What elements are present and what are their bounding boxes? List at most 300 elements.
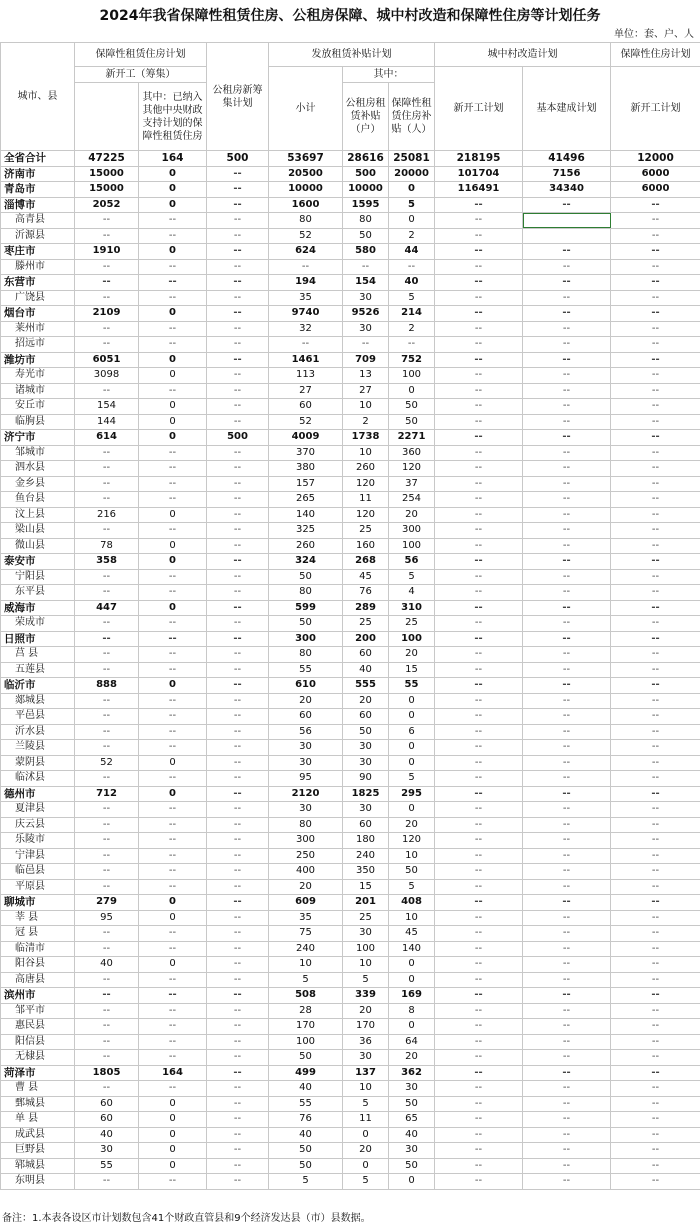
cell-ah-new-start[interactable]: -- bbox=[611, 724, 700, 740]
cell-uv-basic-complete[interactable]: -- bbox=[523, 802, 611, 818]
cell-rental-new-start[interactable]: -- bbox=[75, 848, 139, 864]
cell-rental-new-start[interactable]: -- bbox=[75, 213, 139, 229]
cell-rental-new-start[interactable]: 3098 bbox=[75, 368, 139, 384]
cell-central-fund-included[interactable]: -- bbox=[139, 569, 207, 585]
cell-rental-new-start[interactable]: -- bbox=[75, 1174, 139, 1190]
cell-public-rental-new[interactable]: -- bbox=[207, 1158, 269, 1174]
cell-public-rental-new[interactable]: -- bbox=[207, 817, 269, 833]
cell-region-name[interactable]: 五莲县 bbox=[1, 662, 75, 678]
cell-uv-basic-complete[interactable]: -- bbox=[523, 631, 611, 647]
cell-public-rental-subsidy[interactable]: 170 bbox=[343, 1019, 389, 1035]
cell-rental-housing-subsidy[interactable]: 0 bbox=[389, 709, 435, 725]
cell-rental-housing-subsidy[interactable]: 0 bbox=[389, 383, 435, 399]
cell-subsidy-subtotal[interactable]: 40 bbox=[269, 1127, 343, 1143]
cell-rental-new-start[interactable]: 888 bbox=[75, 678, 139, 694]
cell-central-fund-included[interactable]: 0 bbox=[139, 306, 207, 322]
cell-uv-new-start[interactable]: -- bbox=[435, 988, 523, 1004]
cell-rental-housing-subsidy[interactable]: 752 bbox=[389, 352, 435, 368]
cell-uv-basic-complete[interactable]: -- bbox=[523, 662, 611, 678]
cell-uv-new-start[interactable]: -- bbox=[435, 414, 523, 430]
cell-region-name[interactable]: 平原县 bbox=[1, 879, 75, 895]
cell-subsidy-subtotal[interactable]: 400 bbox=[269, 864, 343, 880]
cell-subsidy-subtotal[interactable]: 50 bbox=[269, 616, 343, 632]
cell-ah-new-start[interactable]: 6000 bbox=[611, 182, 700, 198]
cell-rental-new-start[interactable]: 6051 bbox=[75, 352, 139, 368]
cell-region-name[interactable]: 淄博市 bbox=[1, 197, 75, 213]
cell-rental-new-start[interactable]: -- bbox=[75, 569, 139, 585]
cell-public-rental-new[interactable]: -- bbox=[207, 492, 269, 508]
cell-ah-new-start[interactable]: -- bbox=[611, 1050, 700, 1066]
cell-uv-new-start[interactable]: -- bbox=[435, 972, 523, 988]
cell-region-name[interactable]: 阳信县 bbox=[1, 1034, 75, 1050]
cell-rental-housing-subsidy[interactable]: 140 bbox=[389, 941, 435, 957]
cell-uv-new-start[interactable]: -- bbox=[435, 306, 523, 322]
cell-region-name[interactable]: 莘 县 bbox=[1, 910, 75, 926]
cell-uv-new-start[interactable]: -- bbox=[435, 476, 523, 492]
cell-central-fund-included[interactable]: -- bbox=[139, 228, 207, 244]
cell-rental-housing-subsidy[interactable]: 55 bbox=[389, 678, 435, 694]
cell-uv-basic-complete[interactable]: -- bbox=[523, 972, 611, 988]
cell-public-rental-new[interactable]: -- bbox=[207, 941, 269, 957]
cell-uv-basic-complete[interactable]: -- bbox=[523, 1158, 611, 1174]
cell-public-rental-new[interactable]: -- bbox=[207, 197, 269, 213]
cell-subsidy-subtotal[interactable]: 30 bbox=[269, 802, 343, 818]
cell-central-fund-included[interactable]: 0 bbox=[139, 910, 207, 926]
cell-public-rental-subsidy[interactable]: 137 bbox=[343, 1065, 389, 1081]
cell-rental-new-start[interactable]: 216 bbox=[75, 507, 139, 523]
cell-ah-new-start[interactable]: -- bbox=[611, 786, 700, 802]
cell-public-rental-new[interactable]: -- bbox=[207, 538, 269, 554]
cell-uv-basic-complete[interactable]: -- bbox=[523, 290, 611, 306]
cell-rental-new-start[interactable]: 614 bbox=[75, 430, 139, 446]
cell-public-rental-new[interactable]: -- bbox=[207, 1096, 269, 1112]
cell-uv-new-start[interactable]: -- bbox=[435, 1019, 523, 1035]
cell-region-name[interactable]: 全省合计 bbox=[1, 151, 75, 167]
cell-uv-new-start[interactable]: -- bbox=[435, 786, 523, 802]
cell-rental-new-start[interactable]: -- bbox=[75, 647, 139, 663]
cell-rental-housing-subsidy[interactable]: 5 bbox=[389, 879, 435, 895]
cell-uv-basic-complete[interactable]: -- bbox=[523, 383, 611, 399]
cell-rental-new-start[interactable]: 15000 bbox=[75, 182, 139, 198]
cell-rental-housing-subsidy[interactable]: 20 bbox=[389, 1050, 435, 1066]
cell-region-name[interactable]: 莱州市 bbox=[1, 321, 75, 337]
cell-region-name[interactable]: 单 县 bbox=[1, 1112, 75, 1128]
cell-public-rental-subsidy[interactable]: 20 bbox=[343, 1003, 389, 1019]
cell-rental-housing-subsidy[interactable]: 5 bbox=[389, 569, 435, 585]
cell-public-rental-new[interactable]: -- bbox=[207, 864, 269, 880]
cell-rental-new-start[interactable]: -- bbox=[75, 709, 139, 725]
cell-region-name[interactable]: 曹 县 bbox=[1, 1081, 75, 1097]
cell-uv-new-start[interactable]: -- bbox=[435, 197, 523, 213]
cell-subsidy-subtotal[interactable]: 170 bbox=[269, 1019, 343, 1035]
cell-uv-basic-complete[interactable]: -- bbox=[523, 1174, 611, 1190]
cell-rental-new-start[interactable]: 154 bbox=[75, 399, 139, 415]
cell-subsidy-subtotal[interactable]: 53697 bbox=[269, 151, 343, 167]
cell-ah-new-start[interactable]: -- bbox=[611, 507, 700, 523]
cell-region-name[interactable]: 宁津县 bbox=[1, 848, 75, 864]
cell-uv-basic-complete[interactable]: -- bbox=[523, 740, 611, 756]
cell-subsidy-subtotal[interactable]: 10000 bbox=[269, 182, 343, 198]
cell-public-rental-subsidy[interactable]: 2 bbox=[343, 414, 389, 430]
cell-rental-new-start[interactable]: -- bbox=[75, 476, 139, 492]
cell-public-rental-new[interactable]: -- bbox=[207, 1127, 269, 1143]
cell-subsidy-subtotal[interactable]: 50 bbox=[269, 1050, 343, 1066]
cell-ah-new-start[interactable]: -- bbox=[611, 492, 700, 508]
cell-uv-new-start[interactable]: -- bbox=[435, 771, 523, 787]
cell-ah-new-start[interactable]: -- bbox=[611, 662, 700, 678]
cell-uv-new-start[interactable]: -- bbox=[435, 616, 523, 632]
cell-uv-basic-complete[interactable]: -- bbox=[523, 306, 611, 322]
cell-uv-new-start[interactable]: -- bbox=[435, 290, 523, 306]
cell-public-rental-new[interactable]: -- bbox=[207, 290, 269, 306]
cell-rental-housing-subsidy[interactable]: 100 bbox=[389, 631, 435, 647]
cell-uv-new-start[interactable]: -- bbox=[435, 1112, 523, 1128]
cell-central-fund-included[interactable]: -- bbox=[139, 817, 207, 833]
cell-rental-new-start[interactable]: -- bbox=[75, 864, 139, 880]
cell-rental-housing-subsidy[interactable]: 45 bbox=[389, 926, 435, 942]
cell-uv-basic-complete[interactable]: -- bbox=[523, 771, 611, 787]
cell-rental-housing-subsidy[interactable]: 25 bbox=[389, 616, 435, 632]
cell-rental-housing-subsidy[interactable]: 44 bbox=[389, 244, 435, 260]
cell-public-rental-subsidy[interactable]: 25 bbox=[343, 616, 389, 632]
cell-rental-housing-subsidy[interactable]: 40 bbox=[389, 1127, 435, 1143]
cell-public-rental-new[interactable]: -- bbox=[207, 1174, 269, 1190]
cell-public-rental-new[interactable]: -- bbox=[207, 848, 269, 864]
cell-public-rental-subsidy[interactable]: 200 bbox=[343, 631, 389, 647]
cell-central-fund-included[interactable]: -- bbox=[139, 848, 207, 864]
cell-rental-housing-subsidy[interactable]: 5 bbox=[389, 197, 435, 213]
cell-subsidy-subtotal[interactable]: 610 bbox=[269, 678, 343, 694]
cell-uv-basic-complete[interactable]: -- bbox=[523, 197, 611, 213]
cell-subsidy-subtotal[interactable]: 80 bbox=[269, 817, 343, 833]
cell-region-name[interactable]: 蒙阴县 bbox=[1, 755, 75, 771]
cell-subsidy-subtotal[interactable]: -- bbox=[269, 337, 343, 353]
cell-ah-new-start[interactable]: 12000 bbox=[611, 151, 700, 167]
cell-rental-new-start[interactable]: -- bbox=[75, 1003, 139, 1019]
cell-public-rental-subsidy[interactable]: 268 bbox=[343, 554, 389, 570]
cell-region-name[interactable]: 鄄城县 bbox=[1, 1096, 75, 1112]
cell-subsidy-subtotal[interactable]: 113 bbox=[269, 368, 343, 384]
cell-public-rental-subsidy[interactable]: 120 bbox=[343, 476, 389, 492]
cell-ah-new-start[interactable]: -- bbox=[611, 895, 700, 911]
cell-public-rental-new[interactable]: -- bbox=[207, 306, 269, 322]
cell-subsidy-subtotal[interactable]: 5 bbox=[269, 1174, 343, 1190]
cell-ah-new-start[interactable]: -- bbox=[611, 430, 700, 446]
cell-subsidy-subtotal[interactable]: 55 bbox=[269, 1096, 343, 1112]
cell-uv-basic-complete[interactable]: -- bbox=[523, 337, 611, 353]
cell-ah-new-start[interactable]: -- bbox=[611, 461, 700, 477]
cell-region-name[interactable]: 威海市 bbox=[1, 600, 75, 616]
cell-public-rental-subsidy[interactable]: 350 bbox=[343, 864, 389, 880]
cell-uv-new-start[interactable]: -- bbox=[435, 1003, 523, 1019]
cell-public-rental-subsidy[interactable]: 555 bbox=[343, 678, 389, 694]
cell-public-rental-subsidy[interactable]: 5 bbox=[343, 1174, 389, 1190]
cell-central-fund-included[interactable]: -- bbox=[139, 476, 207, 492]
cell-subsidy-subtotal[interactable]: 28 bbox=[269, 1003, 343, 1019]
cell-rental-housing-subsidy[interactable]: 10 bbox=[389, 910, 435, 926]
cell-public-rental-new[interactable]: -- bbox=[207, 554, 269, 570]
cell-uv-new-start[interactable]: -- bbox=[435, 647, 523, 663]
cell-rental-housing-subsidy[interactable]: 50 bbox=[389, 399, 435, 415]
cell-public-rental-subsidy[interactable]: 154 bbox=[343, 275, 389, 291]
cell-uv-basic-complete[interactable]: 41496 bbox=[523, 151, 611, 167]
cell-uv-basic-complete[interactable]: -- bbox=[523, 1081, 611, 1097]
cell-public-rental-subsidy[interactable]: 30 bbox=[343, 1050, 389, 1066]
cell-ah-new-start[interactable]: -- bbox=[611, 1174, 700, 1190]
cell-public-rental-new[interactable]: -- bbox=[207, 1143, 269, 1159]
cell-public-rental-subsidy[interactable]: 10 bbox=[343, 399, 389, 415]
cell-rental-housing-subsidy[interactable]: 0 bbox=[389, 957, 435, 973]
cell-central-fund-included[interactable]: -- bbox=[139, 259, 207, 275]
cell-rental-housing-subsidy[interactable]: -- bbox=[389, 259, 435, 275]
cell-ah-new-start[interactable]: -- bbox=[611, 368, 700, 384]
cell-public-rental-subsidy[interactable]: 45 bbox=[343, 569, 389, 585]
cell-rental-housing-subsidy[interactable]: 5 bbox=[389, 290, 435, 306]
cell-rental-housing-subsidy[interactable]: 37 bbox=[389, 476, 435, 492]
cell-uv-new-start[interactable]: -- bbox=[435, 709, 523, 725]
cell-rental-housing-subsidy[interactable]: 214 bbox=[389, 306, 435, 322]
cell-rental-housing-subsidy[interactable]: 100 bbox=[389, 538, 435, 554]
cell-rental-new-start[interactable]: 40 bbox=[75, 1127, 139, 1143]
cell-subsidy-subtotal[interactable]: 95 bbox=[269, 771, 343, 787]
cell-ah-new-start[interactable]: -- bbox=[611, 693, 700, 709]
cell-central-fund-included[interactable]: -- bbox=[139, 1003, 207, 1019]
cell-central-fund-included[interactable]: 0 bbox=[139, 244, 207, 260]
cell-rental-housing-subsidy[interactable]: 0 bbox=[389, 1174, 435, 1190]
cell-uv-basic-complete[interactable] bbox=[523, 228, 611, 244]
cell-public-rental-subsidy[interactable]: 260 bbox=[343, 461, 389, 477]
cell-central-fund-included[interactable]: 0 bbox=[139, 1127, 207, 1143]
cell-region-name[interactable]: 郯城县 bbox=[1, 693, 75, 709]
cell-rental-housing-subsidy[interactable]: 20000 bbox=[389, 166, 435, 182]
cell-subsidy-subtotal[interactable]: 599 bbox=[269, 600, 343, 616]
cell-uv-basic-complete[interactable]: -- bbox=[523, 910, 611, 926]
cell-uv-new-start[interactable]: -- bbox=[435, 244, 523, 260]
cell-region-name[interactable]: 无棣县 bbox=[1, 1050, 75, 1066]
cell-rental-housing-subsidy[interactable]: 408 bbox=[389, 895, 435, 911]
cell-uv-basic-complete[interactable]: -- bbox=[523, 724, 611, 740]
cell-central-fund-included[interactable]: 0 bbox=[139, 182, 207, 198]
cell-subsidy-subtotal[interactable]: 325 bbox=[269, 523, 343, 539]
cell-uv-new-start[interactable]: -- bbox=[435, 864, 523, 880]
cell-central-fund-included[interactable]: -- bbox=[139, 864, 207, 880]
cell-central-fund-included[interactable]: -- bbox=[139, 1174, 207, 1190]
cell-ah-new-start[interactable]: 6000 bbox=[611, 166, 700, 182]
cell-rental-new-start[interactable]: -- bbox=[75, 926, 139, 942]
cell-rental-new-start[interactable]: 447 bbox=[75, 600, 139, 616]
cell-subsidy-subtotal[interactable]: 20500 bbox=[269, 166, 343, 182]
cell-region-name[interactable]: 鱼台县 bbox=[1, 492, 75, 508]
cell-central-fund-included[interactable]: -- bbox=[139, 740, 207, 756]
cell-subsidy-subtotal[interactable]: 56 bbox=[269, 724, 343, 740]
cell-uv-basic-complete[interactable]: -- bbox=[523, 755, 611, 771]
cell-region-name[interactable]: 济宁市 bbox=[1, 430, 75, 446]
cell-rental-housing-subsidy[interactable]: 2271 bbox=[389, 430, 435, 446]
cell-rental-new-start[interactable]: -- bbox=[75, 833, 139, 849]
cell-rental-new-start[interactable]: -- bbox=[75, 616, 139, 632]
cell-central-fund-included[interactable]: 0 bbox=[139, 538, 207, 554]
cell-public-rental-subsidy[interactable]: 1825 bbox=[343, 786, 389, 802]
cell-region-name[interactable]: 荣成市 bbox=[1, 616, 75, 632]
cell-ah-new-start[interactable]: -- bbox=[611, 771, 700, 787]
cell-public-rental-new[interactable]: -- bbox=[207, 693, 269, 709]
cell-uv-basic-complete[interactable]: -- bbox=[523, 368, 611, 384]
cell-public-rental-new[interactable]: -- bbox=[207, 399, 269, 415]
cell-uv-basic-complete[interactable]: -- bbox=[523, 507, 611, 523]
cell-rental-housing-subsidy[interactable]: 0 bbox=[389, 802, 435, 818]
cell-central-fund-included[interactable]: 0 bbox=[139, 957, 207, 973]
cell-rental-housing-subsidy[interactable]: 30 bbox=[389, 1143, 435, 1159]
cell-public-rental-subsidy[interactable]: 30 bbox=[343, 926, 389, 942]
cell-subsidy-subtotal[interactable]: 32 bbox=[269, 321, 343, 337]
cell-ah-new-start[interactable]: -- bbox=[611, 972, 700, 988]
cell-ah-new-start[interactable]: -- bbox=[611, 259, 700, 275]
cell-public-rental-new[interactable]: -- bbox=[207, 414, 269, 430]
cell-rental-housing-subsidy[interactable]: 120 bbox=[389, 833, 435, 849]
cell-public-rental-new[interactable]: -- bbox=[207, 383, 269, 399]
cell-region-name[interactable]: 郓城县 bbox=[1, 1158, 75, 1174]
cell-subsidy-subtotal[interactable]: 76 bbox=[269, 1112, 343, 1128]
cell-uv-new-start[interactable]: -- bbox=[435, 321, 523, 337]
cell-public-rental-subsidy[interactable]: 60 bbox=[343, 817, 389, 833]
cell-rental-new-start[interactable]: 2109 bbox=[75, 306, 139, 322]
cell-rental-housing-subsidy[interactable]: 0 bbox=[389, 1019, 435, 1035]
cell-rental-new-start[interactable]: -- bbox=[75, 383, 139, 399]
cell-public-rental-subsidy[interactable]: 30 bbox=[343, 321, 389, 337]
cell-rental-new-start[interactable]: 95 bbox=[75, 910, 139, 926]
cell-subsidy-subtotal[interactable]: 10 bbox=[269, 957, 343, 973]
cell-region-name[interactable]: 东营市 bbox=[1, 275, 75, 291]
cell-region-name[interactable]: 东明县 bbox=[1, 1174, 75, 1190]
cell-public-rental-subsidy[interactable]: 25 bbox=[343, 523, 389, 539]
cell-uv-new-start[interactable]: -- bbox=[435, 1174, 523, 1190]
cell-uv-new-start[interactable]: -- bbox=[435, 678, 523, 694]
cell-rental-new-start[interactable]: -- bbox=[75, 802, 139, 818]
cell-region-name[interactable]: 滨州市 bbox=[1, 988, 75, 1004]
cell-uv-new-start[interactable]: -- bbox=[435, 848, 523, 864]
cell-uv-new-start[interactable]: -- bbox=[435, 259, 523, 275]
cell-rental-new-start[interactable]: -- bbox=[75, 771, 139, 787]
cell-public-rental-subsidy[interactable]: 11 bbox=[343, 1112, 389, 1128]
cell-uv-new-start[interactable]: -- bbox=[435, 1143, 523, 1159]
cell-central-fund-included[interactable]: 0 bbox=[139, 1143, 207, 1159]
cell-ah-new-start[interactable]: -- bbox=[611, 740, 700, 756]
cell-subsidy-subtotal[interactable]: 50 bbox=[269, 1158, 343, 1174]
cell-public-rental-new[interactable]: -- bbox=[207, 166, 269, 182]
cell-rental-housing-subsidy[interactable]: 0 bbox=[389, 693, 435, 709]
cell-rental-housing-subsidy[interactable]: 0 bbox=[389, 972, 435, 988]
cell-public-rental-subsidy[interactable]: 1595 bbox=[343, 197, 389, 213]
cell-uv-basic-complete[interactable]: -- bbox=[523, 585, 611, 601]
cell-uv-new-start[interactable]: -- bbox=[435, 879, 523, 895]
cell-subsidy-subtotal[interactable]: 499 bbox=[269, 1065, 343, 1081]
cell-public-rental-new[interactable]: -- bbox=[207, 1050, 269, 1066]
cell-region-name[interactable]: 日照市 bbox=[1, 631, 75, 647]
cell-uv-basic-complete[interactable]: -- bbox=[523, 709, 611, 725]
cell-subsidy-subtotal[interactable]: 265 bbox=[269, 492, 343, 508]
cell-uv-basic-complete[interactable]: -- bbox=[523, 399, 611, 415]
cell-central-fund-included[interactable]: -- bbox=[139, 461, 207, 477]
cell-public-rental-new[interactable]: -- bbox=[207, 647, 269, 663]
cell-ah-new-start[interactable]: -- bbox=[611, 1143, 700, 1159]
cell-public-rental-subsidy[interactable]: 20 bbox=[343, 693, 389, 709]
cell-central-fund-included[interactable]: 0 bbox=[139, 1096, 207, 1112]
cell-region-name[interactable]: 平邑县 bbox=[1, 709, 75, 725]
cell-uv-new-start[interactable]: -- bbox=[435, 1096, 523, 1112]
cell-central-fund-included[interactable]: 164 bbox=[139, 1065, 207, 1081]
cell-region-name[interactable]: 寿光市 bbox=[1, 368, 75, 384]
cell-region-name[interactable]: 邹平市 bbox=[1, 1003, 75, 1019]
cell-subsidy-subtotal[interactable]: 5 bbox=[269, 972, 343, 988]
cell-ah-new-start[interactable]: -- bbox=[611, 755, 700, 771]
cell-rental-new-start[interactable]: 30 bbox=[75, 1143, 139, 1159]
cell-uv-basic-complete[interactable]: -- bbox=[523, 1050, 611, 1066]
cell-subsidy-subtotal[interactable]: 50 bbox=[269, 1143, 343, 1159]
cell-uv-new-start[interactable]: -- bbox=[435, 662, 523, 678]
cell-uv-new-start[interactable]: -- bbox=[435, 833, 523, 849]
cell-subsidy-subtotal[interactable]: 52 bbox=[269, 414, 343, 430]
cell-central-fund-included[interactable]: -- bbox=[139, 833, 207, 849]
cell-public-rental-subsidy[interactable]: 120 bbox=[343, 507, 389, 523]
cell-public-rental-new[interactable]: -- bbox=[207, 244, 269, 260]
cell-uv-new-start[interactable]: -- bbox=[435, 1127, 523, 1143]
cell-subsidy-subtotal[interactable]: 80 bbox=[269, 213, 343, 229]
cell-central-fund-included[interactable]: 0 bbox=[139, 166, 207, 182]
cell-ah-new-start[interactable]: -- bbox=[611, 383, 700, 399]
cell-region-name[interactable]: 梁山县 bbox=[1, 523, 75, 539]
cell-public-rental-new[interactable]: -- bbox=[207, 740, 269, 756]
cell-region-name[interactable]: 沂源县 bbox=[1, 228, 75, 244]
cell-region-name[interactable]: 招远市 bbox=[1, 337, 75, 353]
cell-public-rental-subsidy[interactable]: 201 bbox=[343, 895, 389, 911]
cell-public-rental-new[interactable]: -- bbox=[207, 802, 269, 818]
cell-public-rental-new[interactable]: -- bbox=[207, 259, 269, 275]
cell-public-rental-subsidy[interactable]: 30 bbox=[343, 290, 389, 306]
cell-ah-new-start[interactable]: -- bbox=[611, 1003, 700, 1019]
cell-region-name[interactable]: 滕州市 bbox=[1, 259, 75, 275]
cell-central-fund-included[interactable]: -- bbox=[139, 523, 207, 539]
cell-public-rental-new[interactable]: 500 bbox=[207, 430, 269, 446]
cell-rental-housing-subsidy[interactable]: 169 bbox=[389, 988, 435, 1004]
cell-public-rental-subsidy[interactable]: 50 bbox=[343, 724, 389, 740]
cell-subsidy-subtotal[interactable]: 1461 bbox=[269, 352, 343, 368]
cell-public-rental-new[interactable]: -- bbox=[207, 461, 269, 477]
cell-central-fund-included[interactable]: -- bbox=[139, 445, 207, 461]
cell-public-rental-subsidy[interactable]: 30 bbox=[343, 755, 389, 771]
cell-region-name[interactable]: 阳谷县 bbox=[1, 957, 75, 973]
cell-ah-new-start[interactable]: -- bbox=[611, 476, 700, 492]
cell-uv-basic-complete[interactable]: 34340 bbox=[523, 182, 611, 198]
cell-rental-new-start[interactable]: -- bbox=[75, 988, 139, 1004]
cell-subsidy-subtotal[interactable]: 30 bbox=[269, 755, 343, 771]
cell-rental-new-start[interactable]: 2052 bbox=[75, 197, 139, 213]
cell-ah-new-start[interactable]: -- bbox=[611, 817, 700, 833]
cell-rental-housing-subsidy[interactable]: 2 bbox=[389, 321, 435, 337]
cell-rental-housing-subsidy[interactable]: 6 bbox=[389, 724, 435, 740]
cell-ah-new-start[interactable]: -- bbox=[611, 1096, 700, 1112]
cell-central-fund-included[interactable]: -- bbox=[139, 321, 207, 337]
cell-region-name[interactable]: 成武县 bbox=[1, 1127, 75, 1143]
cell-uv-basic-complete[interactable]: -- bbox=[523, 1019, 611, 1035]
cell-subsidy-subtotal[interactable]: 624 bbox=[269, 244, 343, 260]
cell-uv-basic-complete[interactable]: -- bbox=[523, 445, 611, 461]
cell-ah-new-start[interactable]: -- bbox=[611, 321, 700, 337]
cell-rental-housing-subsidy[interactable]: 50 bbox=[389, 864, 435, 880]
cell-public-rental-new[interactable]: -- bbox=[207, 337, 269, 353]
cell-rental-housing-subsidy[interactable]: 0 bbox=[389, 182, 435, 198]
cell-rental-new-start[interactable]: -- bbox=[75, 1034, 139, 1050]
cell-ah-new-start[interactable]: -- bbox=[611, 600, 700, 616]
